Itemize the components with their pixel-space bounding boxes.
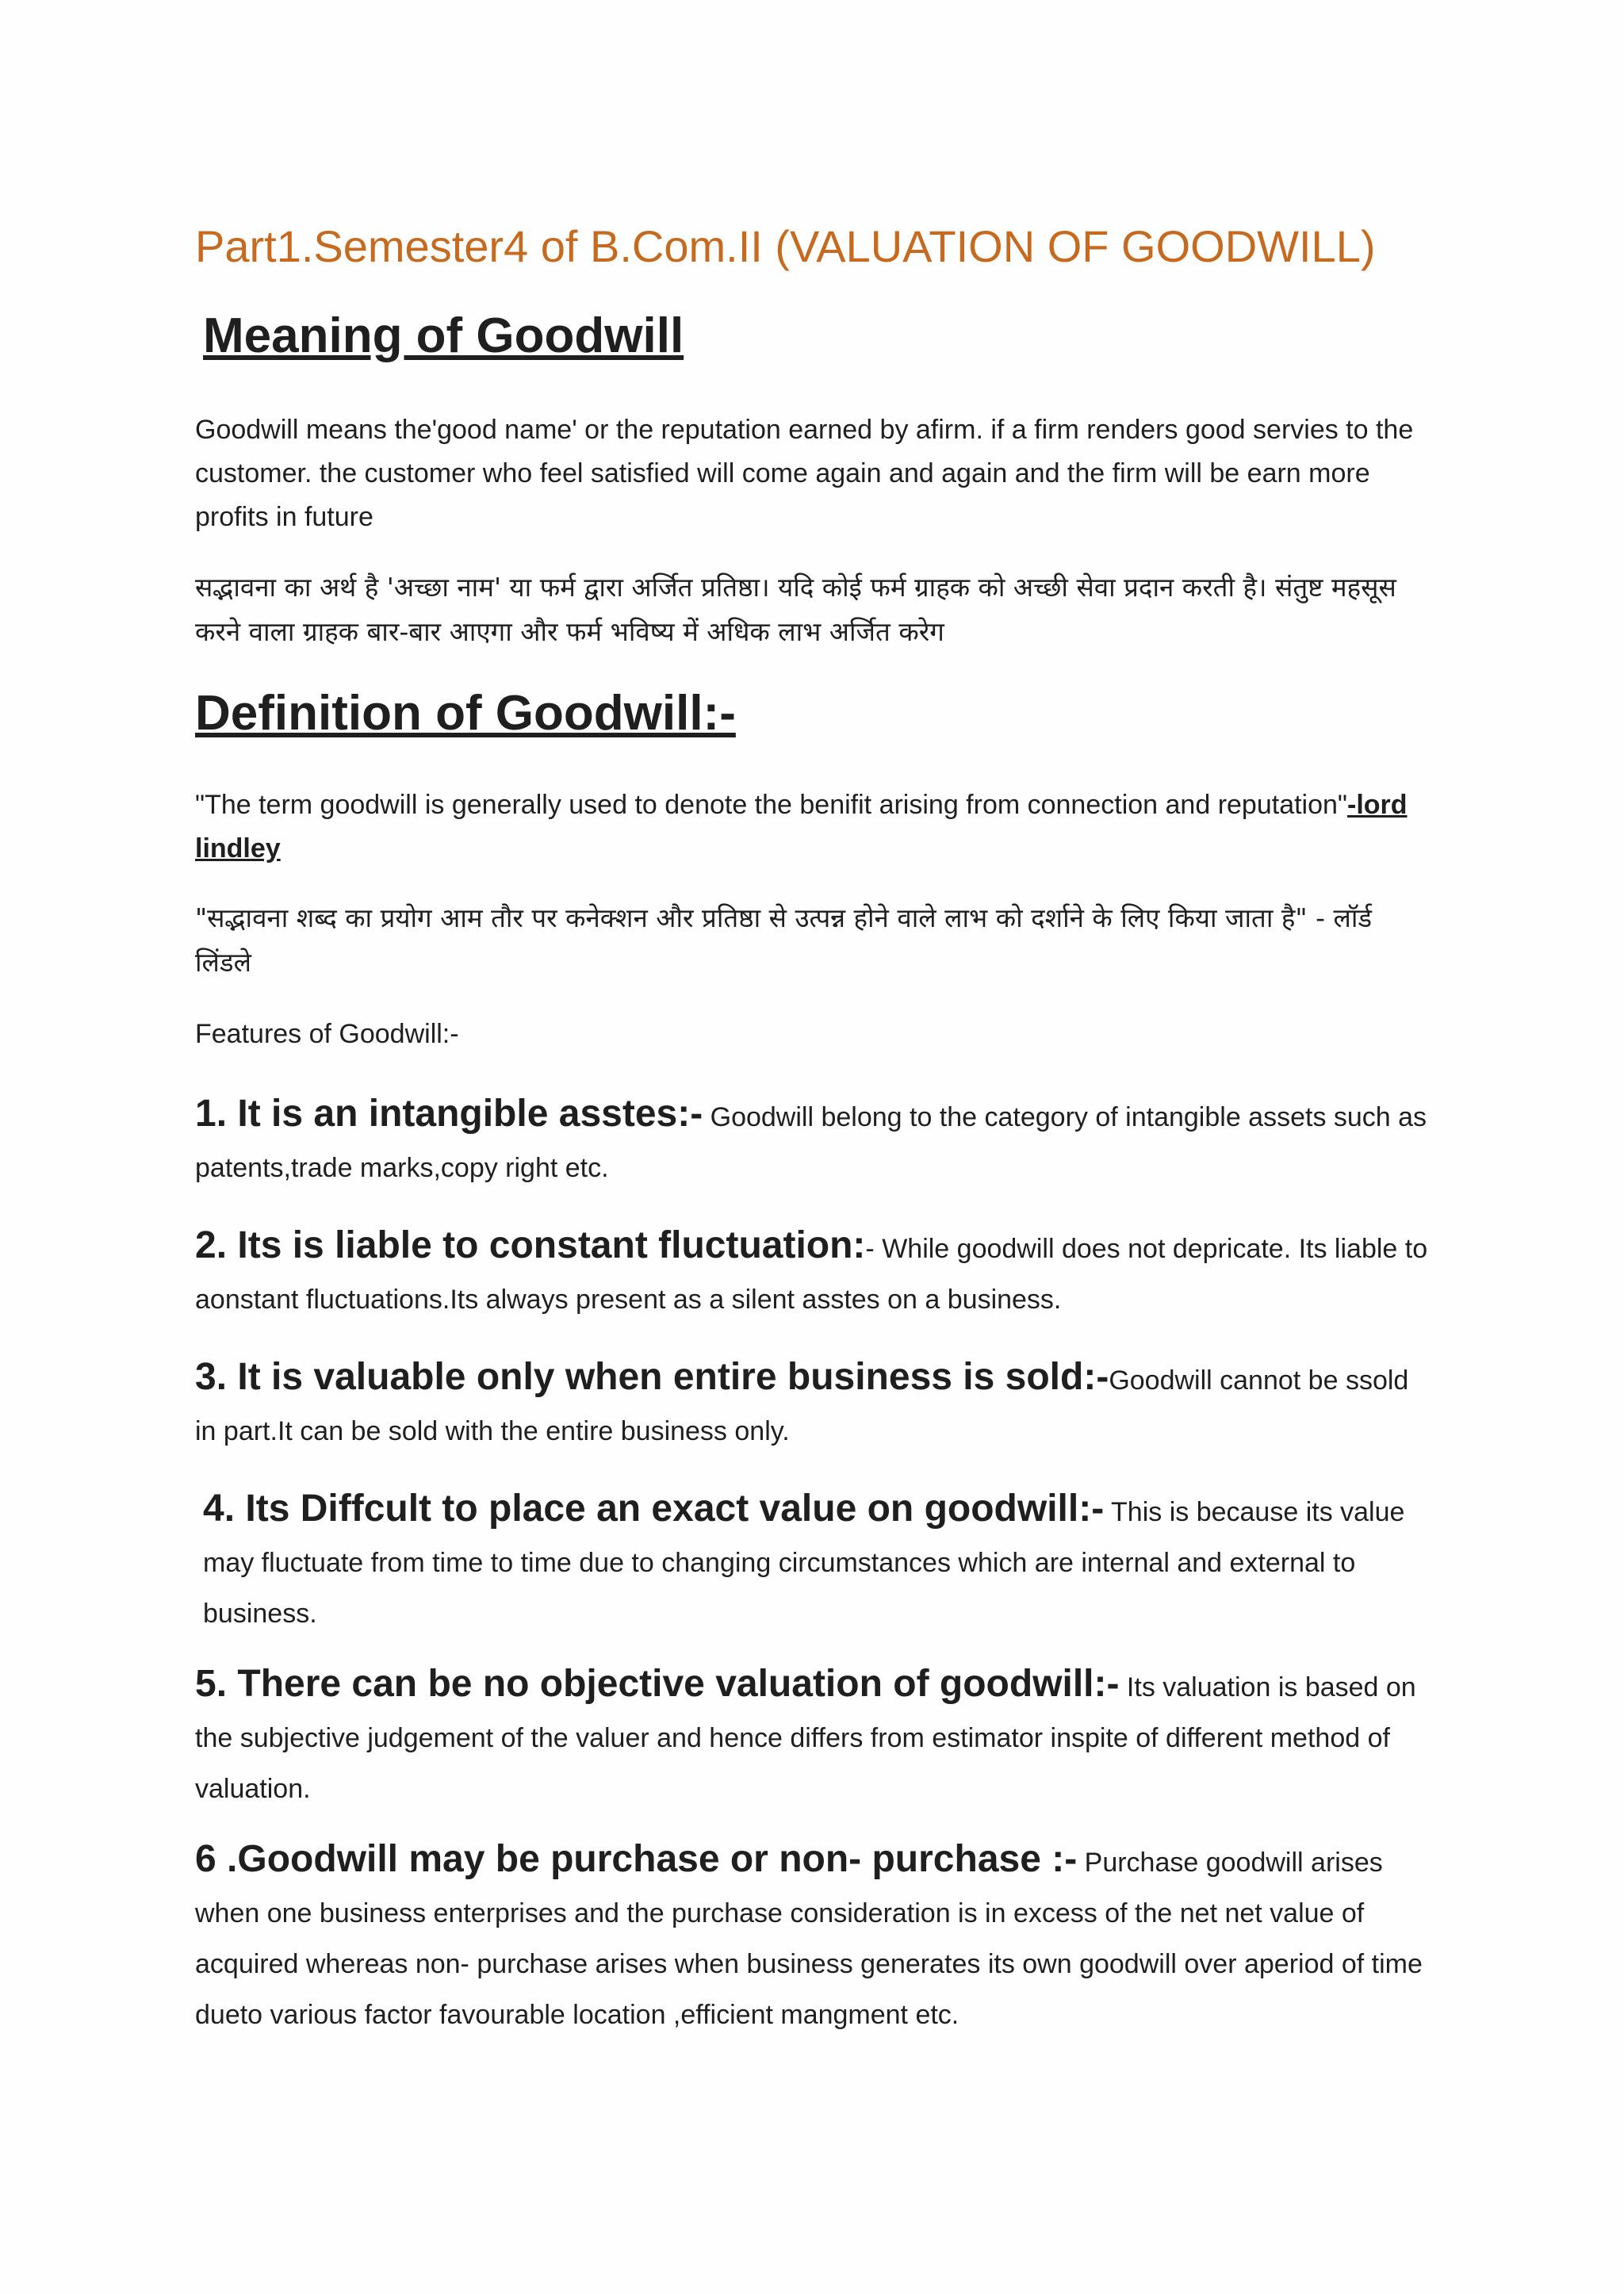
definition-quote-author: -lord lindley: [195, 790, 1408, 864]
feature-item: [195, 1352, 1432, 1457]
feature-text: This is because its value may fluctuate from time to time due to changing circumstances which are internal and external to business.: [203, 1497, 1405, 1629]
feature-text: Its valuation is based on the subjective judgement of the valuer and hence differs from estimator inspite of different method of valuation.: [195, 1672, 1416, 1804]
feature-heading: 2. Its is liable to constant fluctuation:: [195, 1224, 866, 1266]
feature-text: Purchase goodwill arises when one business enterprises and the purchase consideration is in excess of the net net value of acquired whereas non- purchase arises when business generates its own goodwill over aperiod of time dueto various factor favourable location ,efficient mangment etc.: [195, 1848, 1423, 2030]
feature-item: [195, 1220, 1432, 1325]
document-title: Part1.Semester4 of B.Com.II (VALUATION OF GOODWILL): [195, 221, 1376, 271]
meaning-paragraph-en: Goodwill means the'good name' or the reputation earned by afirm. if a firm renders good servies to the customer. the customer who feel satisfied will come again and again and the firm will be earn more profits in future: [195, 415, 1414, 532]
feature-item: [195, 1089, 1432, 1193]
meaning-paragraph-hi: सद्भावना का अर्थ है 'अच्छा नाम' या फर्म द्वारा अर्जित प्रतिष्ठा। यदि कोई फर्म ग्राहक को अच्छी सेवा प्रदान करती है। संतुष्ट महसूस करने वाला ग्राहक बार-बार आएगा और फर्म भविष्य में अधिक लाभ अर्जित करेग: [195, 572, 1396, 647]
definition-quote-hi: "सद्भावना शब्द का प्रयोग आम तौर पर कनेक्शन और प्रतिष्ठा से उत्पन्न होने वाले लाभ को दर्शाने के लिए किया जाता है" - लॉर्ड लिंडले: [195, 902, 1373, 978]
feature-item: [195, 1659, 1432, 1814]
feature-heading: 5. There can be no objective valuation of goodwill:-: [195, 1663, 1120, 1705]
meaning-heading: Meaning of Goodwill: [203, 308, 684, 363]
feature-heading: 4. Its Diffcult to place an exact value on goodwill:-: [203, 1488, 1105, 1530]
feature-item: [203, 1484, 1440, 1639]
feature-item: [195, 1834, 1432, 2040]
feature-heading: 6 .Goodwill may be purchase or non- purchase :-: [195, 1838, 1078, 1880]
feature-heading: 1. It is an intangible asstes:-: [195, 1093, 703, 1135]
definition-heading: Definition of Goodwill:-: [195, 686, 736, 741]
feature-text: Goodwill belong to the category of intangible assets such as patents,trade marks,copy right etc.: [195, 1102, 1427, 1183]
definition-quote-en: [195, 783, 1432, 871]
feature-heading: 3. It is valuable only when entire business is sold:-: [195, 1356, 1109, 1398]
definition-quote-text: "The term goodwill is generally used to denote the benifit arising from connection and reputation": [195, 790, 1347, 820]
feature-text: - While goodwill does not depricate. Its liable to aonstant fluctuations.Its always present as a silent asstes on a business.: [195, 1234, 1428, 1315]
feature-text: Goodwill cannot be ssold in part.It can be sold with the entire business only.: [195, 1365, 1409, 1446]
features-label: Features of Goodwill:-: [195, 1019, 459, 1049]
